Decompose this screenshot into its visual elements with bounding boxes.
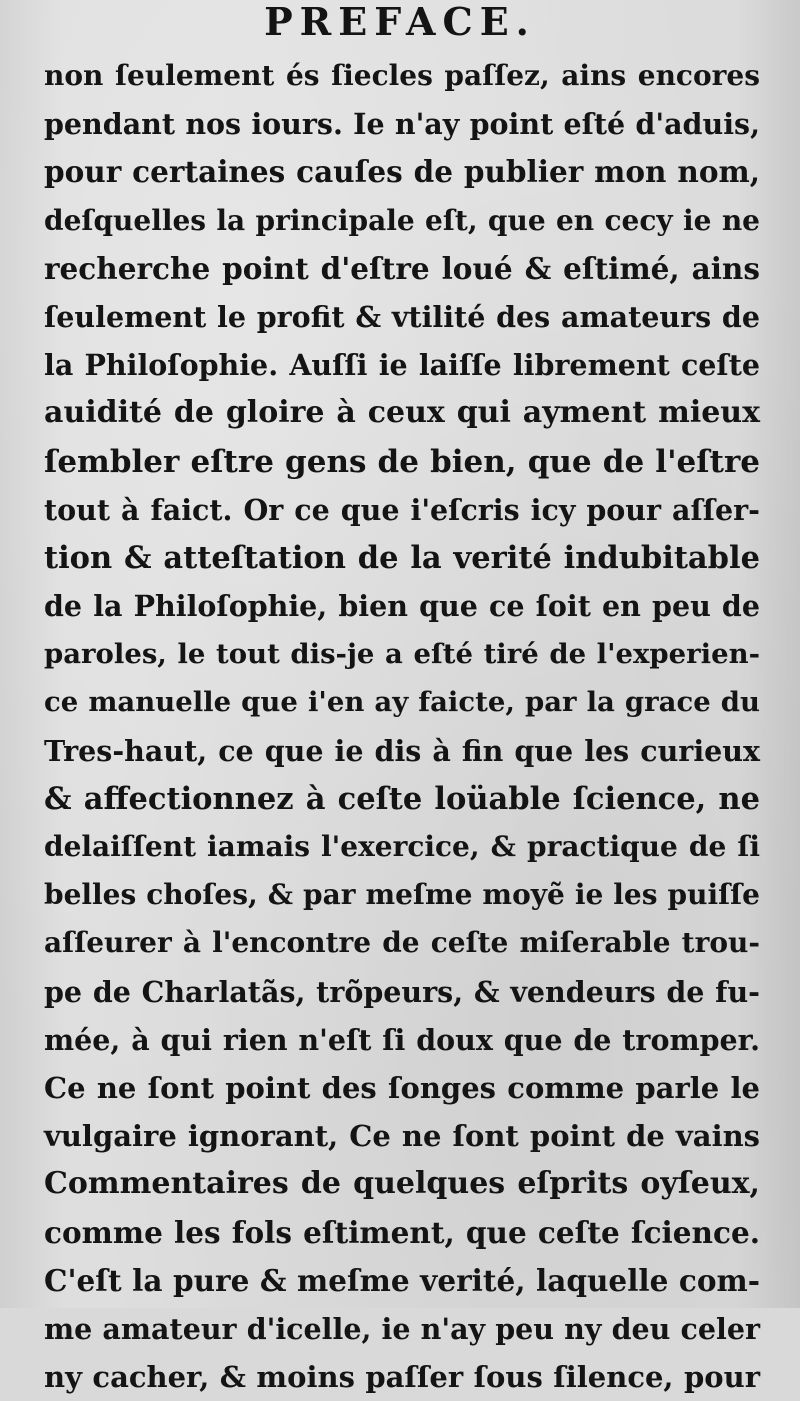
- text-line: deſquelles la principale eſt, que en cecy ie ne: [44, 203, 760, 237]
- text-line: aſſeurer à l'encontre de ceſte miſerable trou-: [44, 926, 760, 960]
- text-line: mée, à qui rien n'eſt ſi doux que de tromper.: [44, 1022, 760, 1057]
- text-line: recherche point d'eſtre loué & eſtimé, ains: [44, 250, 760, 286]
- text-line: ſeulement le profit & vtilité des amateurs de: [44, 299, 760, 334]
- text-line: vulgaire ignorant, Ce ne ſont point de vains: [44, 1119, 760, 1154]
- text-line: la Philoſophie. Auſſi ie laiſſe librement ceſte: [44, 348, 760, 383]
- text-line: ce manuelle que i'en ay faicte, par la grace du: [44, 686, 760, 719]
- text-line: ſembler eſtre gens de bien, que de l'eſtre: [44, 443, 760, 480]
- text-line: Ce ne ſont point des ſonges comme parle le: [44, 1070, 760, 1105]
- text-line: auidité de gloire à ceux qui ayment mieux: [44, 395, 760, 431]
- text-line: delaiſſent iamais l'exercice, & practique de ſi: [44, 830, 760, 863]
- text-line: C'eſt la pure & meſme verité, laquelle com-: [44, 1262, 760, 1298]
- text-line: tout à faict. Or ce que i'eſcris icy pour aſſer-: [44, 492, 760, 527]
- text-line: tion & atteſtation de la verité indubitable: [44, 539, 760, 576]
- text-line: pe de Charlatãs, trõpeurs, & vendeurs de fu-: [44, 974, 760, 1009]
- text-line: Commentaires de quelques eſprits oyſeux,: [44, 1166, 760, 1202]
- text-line: de la Philoſophie, bien que ce ſoit en peu de: [44, 589, 760, 624]
- text-line: non ſeulement és ſiecles paſſez, ains encores: [44, 59, 760, 92]
- text-line: Tres-haut, ce que ie dis à fin que les curieux: [44, 733, 760, 768]
- text-line: belles choſes, & par meſme moyẽ ie les puiſſe: [44, 878, 760, 912]
- text-line: comme les fols eſtiment, que ceſte ſcience.: [44, 1214, 760, 1250]
- text-line: me amateur d'icelle, ie n'ay peu ny deu celer: [44, 1311, 760, 1346]
- text-line: pour certaines cauſes de publier mon nom,: [44, 154, 760, 190]
- body-text: [44, 52, 760, 1401]
- running-header: PREFACE.: [264, 0, 536, 44]
- text-line: ny cacher, & moins paſſer ſous ſilence, pour: [44, 1360, 760, 1395]
- text-line: paroles, le tout dis-je a eſté tiré de l'experien-: [44, 638, 760, 671]
- text-line: pendant nos iours. Ie n'ay point eſté d'aduis,: [44, 107, 760, 142]
- text-line: & affectionnez à ceſte loüable ſcience, ne: [44, 780, 760, 817]
